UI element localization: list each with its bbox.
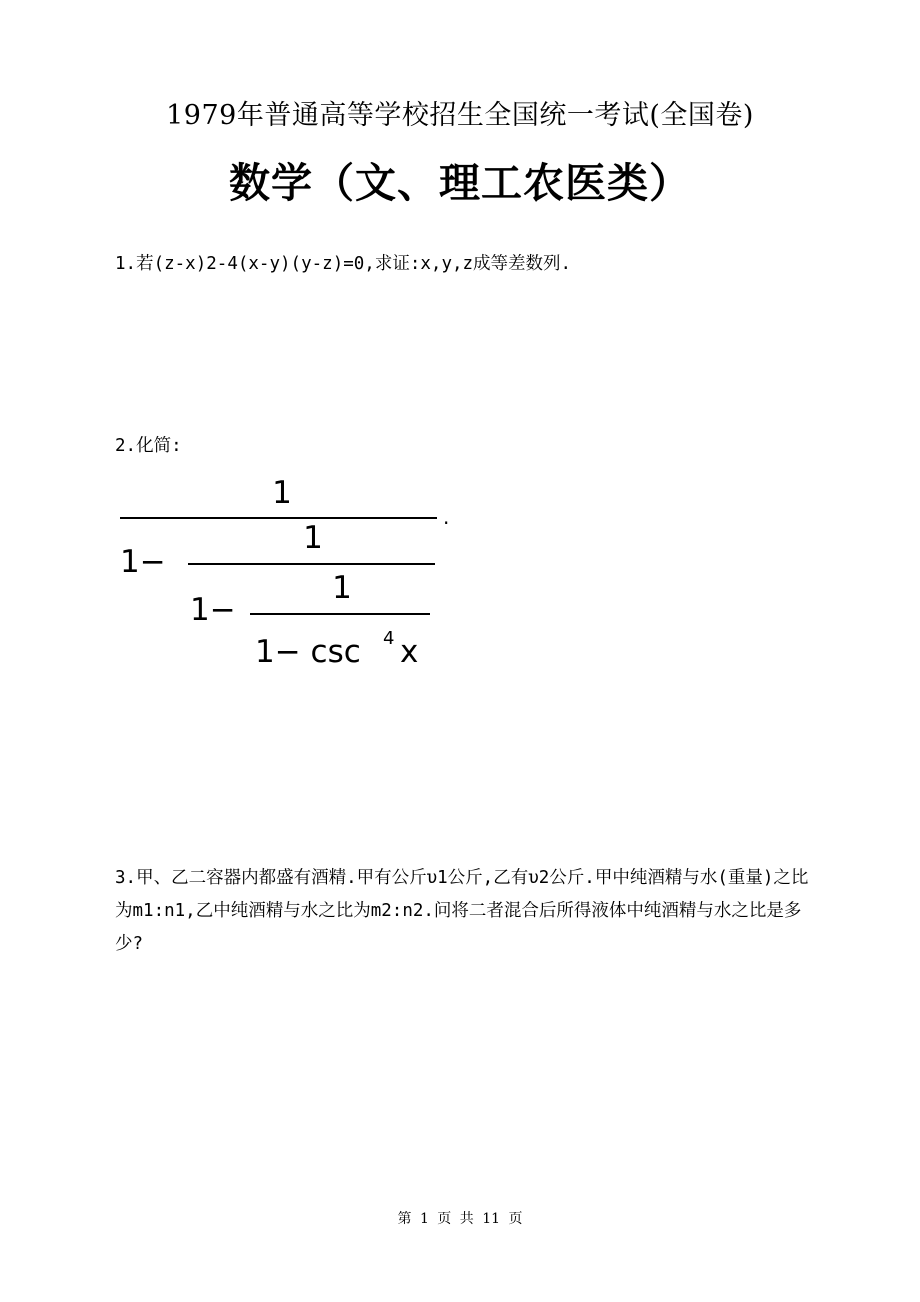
formula-exponent: 4 <box>383 628 395 649</box>
question-text: 化简: <box>136 436 182 456</box>
question-number: 2. <box>115 436 137 456</box>
formula-level3-denominator: 1− csc <box>255 634 361 670</box>
formula-trailing-dot: . <box>443 505 450 529</box>
formula-level2-numerator: 1 <box>332 570 352 606</box>
continued-fraction-formula <box>110 470 480 680</box>
question-2 <box>115 430 815 463</box>
question-number: 3. <box>115 868 137 888</box>
formula-level2-prefix: 1− <box>190 592 236 628</box>
formula-variable: x <box>400 634 419 670</box>
question-3 <box>115 862 815 961</box>
question-text: 甲、乙二容器内都盛有酒精.甲有公斤υ1公斤,乙有υ2公斤.甲中纯酒精与水(重量)之比为m1:n1,乙中纯酒精与水之比为m2:n2.问将二者混合后所得液体中纯酒精与水之比是多少? <box>115 868 809 954</box>
formula-level1-prefix: 1− <box>120 544 166 580</box>
question-number: 1. <box>115 254 137 274</box>
formula-level1-numerator: 1 <box>303 520 323 556</box>
question-text: 若(z-x)2-4(x-y)(y-z)=0,求证:x,y,z成等差数列. <box>136 254 572 274</box>
formula-top-numerator: 1 <box>272 475 292 511</box>
page-footer: 第 1 页 共 11 页 <box>397 1211 523 1227</box>
subject-title: 数学（文、理工农医类） <box>229 159 691 207</box>
exam-title: 1979年普通高等学校招生全国统一考试(全国卷) <box>166 100 754 131</box>
question-1 <box>115 248 815 281</box>
